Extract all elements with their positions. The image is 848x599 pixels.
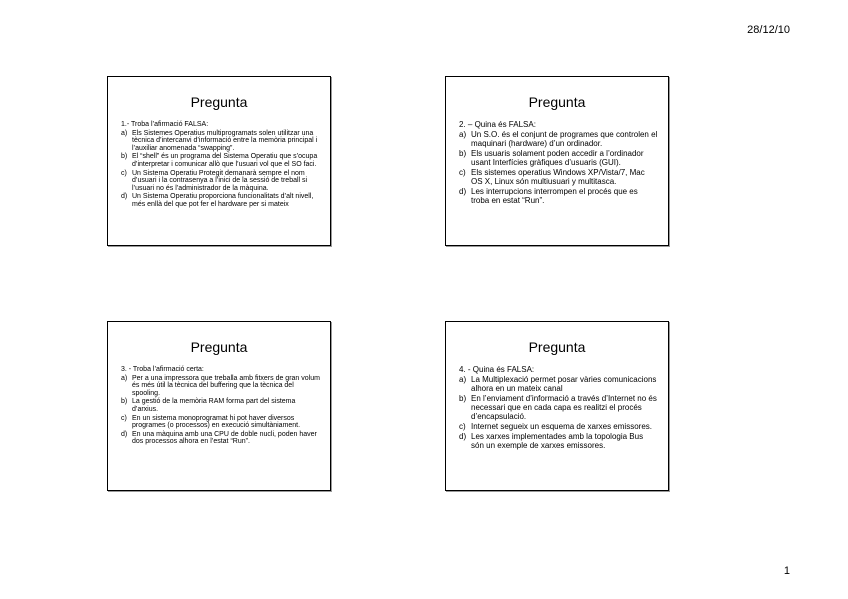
answer-text: En una màquina amb una CPU de doble nucli, poden haver dos processos alhora en l’estat “Run”. xyxy=(132,430,317,446)
answer-a xyxy=(459,130,658,148)
page-number: 1 xyxy=(783,565,790,577)
answer-b xyxy=(459,149,658,167)
answer-d xyxy=(121,193,320,208)
answer-label: d) xyxy=(121,193,128,201)
answer-label: c) xyxy=(121,169,127,177)
answer-label: a) xyxy=(121,129,128,137)
answer-text: Un Sistema Operatiu proporciona funcionalitats d’alt nivell, més enllà del que pot fer el hardware per si mateix xyxy=(132,193,314,208)
answer-label: d) xyxy=(121,430,128,438)
answer-label: a) xyxy=(121,374,128,382)
answer-b xyxy=(121,398,320,413)
question-text: 4. - Quina és FALSA: xyxy=(459,365,535,374)
answer-text: Les interrupcions interrompen el procés que es troba en estat “Run”. xyxy=(471,187,638,205)
answer-label: b) xyxy=(121,153,128,161)
question-text: 1.- Troba l’afirmació FALSA: xyxy=(121,121,209,128)
answer-label: b) xyxy=(459,149,467,158)
answer-a xyxy=(459,375,658,393)
answer-d xyxy=(459,187,658,205)
question-block xyxy=(121,121,320,209)
answer-label: a) xyxy=(459,375,467,384)
answer-c xyxy=(459,422,658,431)
answer-label: b) xyxy=(121,398,128,406)
answer-text: En un sistema monoprogramat hi pot haver diversos programes (o processos) en execució simultàniament. xyxy=(132,414,301,430)
question-text: 3. - Troba l’afirmació certa: xyxy=(121,366,204,373)
answer-c xyxy=(459,168,658,186)
answer-text: La gestió de la memòria RAM forma part del sistema d’arxius. xyxy=(132,398,296,413)
question-text: 2. – Quina és FALSA: xyxy=(459,120,536,129)
answer-label: a) xyxy=(459,130,467,139)
answer-d xyxy=(459,432,658,450)
answer-text: Els Sistemes Operatius multiprogramats solen utilitzar una tècnica d’intercanvi d’informació entre la memòria principal i l’auxiliar anomenada “swapping”. xyxy=(132,129,318,152)
question-block xyxy=(121,366,320,446)
answer-text: En l’enviament d’informació a través d’Internet no és necessari que en cada capa es realitzi el procés d’encapsulació. xyxy=(471,394,657,421)
answer-text: La Multiplexació permet posar vàries comunicacions alhora en un mateix canal xyxy=(471,375,657,393)
answer-label: c) xyxy=(459,422,466,431)
slide-title: Pregunta xyxy=(190,339,248,355)
answer-label: d) xyxy=(459,432,467,441)
answer-c xyxy=(121,170,320,193)
answer-text: Les xarxes implementades amb la topologia Bus són un exemple de xarxes emissores. xyxy=(471,432,644,450)
answer-d xyxy=(121,431,320,446)
answer-b xyxy=(459,394,658,421)
answer-text: Els sistemes operatius Windows XP/Vista/7, Mac OS X, Linux són multiusuari y multitasca. xyxy=(471,168,645,186)
answer-b xyxy=(121,153,320,168)
answer-label: d) xyxy=(459,187,467,196)
answer-text: El “shell” és un programa del Sistema Operatiu que s’ocupa d’interpretar i comunicar allò que l’usuari vol que el SO faci. xyxy=(132,153,318,168)
question-block xyxy=(459,120,658,205)
slide-3 xyxy=(107,321,331,491)
answer-text: Per a una impressora que treballa amb fitxers de gran volum és més útil la tècnica del buffering que la tècnica del spooling. xyxy=(132,374,320,397)
answer-a xyxy=(121,375,320,398)
page-date: 28/12/10 xyxy=(747,24,790,36)
slide-2 xyxy=(445,76,669,246)
answer-label: c) xyxy=(121,414,127,422)
slide-title: Pregunta xyxy=(528,339,586,355)
answer-label: b) xyxy=(459,394,467,403)
answer-text: Els usuaris solament poden accedir a l’ordinador usant Interfícies gràfiques d’usuaris (GUI). xyxy=(471,149,644,167)
slide-title: Pregunta xyxy=(190,94,248,110)
slide-4 xyxy=(445,321,669,491)
answer-c xyxy=(121,415,320,430)
question-block xyxy=(459,365,658,450)
answer-text: Un S.O. és el conjunt de programes que controlen el maquinari (hardware) d’un ordinador. xyxy=(471,130,658,148)
answer-label: c) xyxy=(459,168,466,177)
answer-text: Un Sistema Operatiu Protegit demanarà sempre el nom d’usuari i la contrasenya a l’inici de la sessió de treball si l’usuari no és l’administrador de la màquina. xyxy=(132,169,308,192)
answer-a xyxy=(121,130,320,153)
slide-1 xyxy=(107,76,331,246)
slide-title: Pregunta xyxy=(528,94,586,110)
answer-text: Internet segueix un esquema de xarxes emissores. xyxy=(471,422,652,431)
